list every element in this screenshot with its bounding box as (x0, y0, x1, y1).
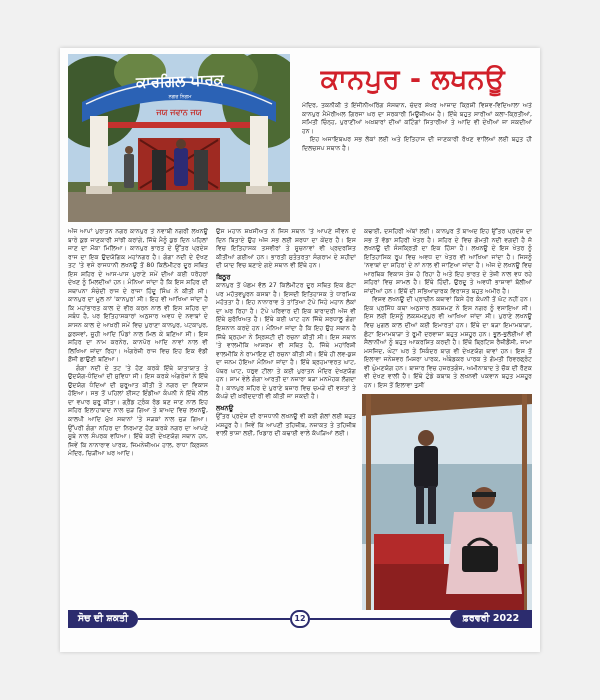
paragraph: ਇਹ ਅਜਾਇਬਘਰ ਸਭ ਲੋਕਾਂ ਲਈ ਅਤੇ ਇਤਿਹਾਸ ਦੀ ਜਾਣਕਾਰੀ ਰੱਖਣ ਵਾਲਿਆਂ ਲਈ ਬਹੁਤ ਹੀ ਦਿਲਚਸਪ ਸਥਾਨ ਹੈ। (302, 136, 532, 152)
paragraph: ਮੰਦਿਰ, ਤਕਨੀਕੀ ਤੇ ਇੰਜੀਨੀਅਰਿੰਗ ਸੰਸਥਾਨ, ਚੰਦਰ ਸ਼ੇਖਰ ਆਜ਼ਾਦ ਕ੍ਰਿਸ਼ੀ ਵਿਸ਼ਵ-ਵਿਦਿਆਲਾ ਅਤੇ ਕਾਨਪੁਰ ਮੈਮੋਰੀਅਲ ਗਿਰਜਾ ਘਰ ਦਾ ਸਰਕਾਰੀ ਮਿਊਜ਼ੀਅਮ ਹੈ। ਇੱਥੇ ਬਹੁਤ ਸਾਰੀਆਂ ਕਲਾ-ਕ੍ਰਿਤੀਆਂ, ਸਮਿਤੀ ਚਿੰਨ੍ਹ, ਪੁਰਾਣੀਆਂ ਅਖ਼ਬਾਰਾਂ ਦੀਆਂ ਕਟਿੰਗਾਂ ਸਿਤਾਰੀਆਂ ਤੇ ਆਦਿ ਵੀ ਦੇਖੀਆਂ ਜਾ ਸਕਦੀਆਂ ਹਨ। (302, 102, 532, 135)
paragraph: ਕਾਨਪੁਰ ਤੋਂ ਪੱਛਮ ਵੱਲ 27 ਕਿਲੋਮੀਟਰ ਦੂਰ ਸਥਿਤ ਇਕ ਛੋਟਾ ਪਰ ਮਹੱਤਵਪੂਰਨ ਕਸਬਾ ਹੈ। ਇਸਦੀ ਇਤਿਹਾਸਕ ਤੇ ਧਾਰਮਿਕ ਮਹੱਤਤਾ ਹੈ। ਇਹ ਨਾਨਾਰਾਵ ਤੇ ਤਾਂਤਿਆ ਟੋਪੇ ਜਿਹੇ ਮਹਾਨ ਲੋਕਾਂ ਦਾ ਘਰ ਰਿਹਾ ਹੈ। ਟੋਪੇ ਪਰਿਵਾਰ ਦੀ ਇਕ ਬਾਰਾਦਰੀ ਅੱਜ ਵੀ ਇੱਥੇ ਸੁਰੱਖਿਅਤ ਹੈ। ਇੱਥੇ ਕਈ ਘਾਟ ਹਨ ਜਿੱਥੇ ਸ਼ਰਧਾਲੂ ਗੰਗਾ ਇਸ਼ਨਾਨ ਕਰਦੇ ਹਨ। ਮੰਨਿਆ ਜਾਂਦਾ ਹੈ ਕਿ ਇਹ ਉਹ ਸਥਾਨ ਹੈ ਜਿੱਥੇ ਬ੍ਰਹਮਾ ਨੇ ਸ੍ਰਿਸ਼ਟੀ ਦੀ ਰਚਨਾ ਕੀਤੀ ਸੀ। ਇਸ ਸਥਾਨ 'ਤੇ ਵਾਲਮੀਕਿ ਆਸ਼ਰਮ ਵੀ ਸਥਿਤ ਹੈ, ਜਿੱਥੇ ਮਹਾਂਰਿਸ਼ੀ ਵਾਲਮੀਕਿ ਨੇ ਰਾਮਾਇਣ ਦੀ ਰਚਨਾ ਕੀਤੀ ਸੀ। ਇੱਥੇ ਹੀ ਲਵ-ਕੁਸ਼ ਦਾ ਜਨਮ ਹੋਇਆ ਮੰਨਿਆ ਜਾਂਦਾ ਹੈ। ਇੱਥੇ ਬ੍ਰਹਮਾਵਰਤ ਘਾਟ, ਪੱਥਰ ਘਾਟ, ਧਰੁਵ ਟੀਲਾ ਤੇ ਕਈ ਪੁਰਾਤਨ ਮੰਦਿਰ ਦੇਖਣਯੋਗ ਹਨ। ਸ਼ਾਮ ਵੇਲੇ ਗੰਗਾ ਆਰਤੀ ਦਾ ਨਜ਼ਾਰਾ ਬੜਾ ਮਨਮੋਹਕ ਲੱਗਦਾ ਹੈ। ਕਾਨਪੁਰ ਸ਼ਹਿਰ ਦੇ ਪੁਰਾਣੇ ਬਜ਼ਾਰ ਵਿਚ ਚਮੜੇ ਦੀ ਵਸਤਾਂ ਤੇ ਕੱਪੜੇ ਦੀ ਖ਼ਰੀਦਦਾਰੀ ਵੀ ਕੀਤੀ ਜਾ ਸਕਦੀ ਹੈ। (216, 282, 356, 401)
article-title: ਕਾਨਪੁਰ - ਲਖਨਊ (320, 64, 506, 95)
section-heading-lucknow: ਲਖਨਊ (216, 403, 234, 412)
footer-rule (138, 618, 290, 620)
issue-date: ਫ਼ਰਵਰੀ 2022 (450, 610, 532, 628)
section-heading-bithoor: ਬਿਠੂਰ (216, 272, 231, 281)
page-footer (60, 610, 540, 628)
paragraph: ਉਸ ਮਹਾਨ ਸ਼ਖ਼ਸੀਅਤ ਨੇ ਜਿਸ ਸਥਾਨ 'ਤੇ ਆਪਣੇ ਜੀਵਨ ਦੇ ਦਿਨ ਬਿਤਾਏ ਉਹ ਅੱਜ ਸਭ ਲਈ ਸ਼ਰਧਾ ਦਾ ਕੇਂਦਰ ਹੈ। ਇਸ ਵਿਚ ਇਤਿਹਾਸਕ ਤਸਵੀਰਾਂ ਤੇ ਸੂਚਨਾਵਾਂ ਵੀ ਪ੍ਰਦਰਸ਼ਿਤ ਕੀਤੀਆਂ ਗਈਆਂ ਹਨ। ਭਾਰਤੀ ਸੁਤੰਤਰਤਾ ਸੰਗਰਾਮ ਦੇ ਸ਼ਹੀਦਾਂ ਦੀ ਯਾਦ ਵਿਚ ਬਣਾਏ ਗਏ ਸਥਾਨ ਵੀ ਇੱਥੇ ਹਨ। (216, 228, 356, 270)
boat-ride-photo (362, 394, 532, 610)
paragraph: ਕਢਾਈ, ਦਸਹਿਰੀ ਅੰਬਾਂ ਲਈ। ਕਾਨਪੁਰ ਤੋਂ ਬਾਅਦ ਇਹ ਉੱਤਰ ਪ੍ਰਦੇਸ਼ ਦਾ ਸਭ ਤੋਂ ਵੱਡਾ ਸ਼ਹਿਰੀ ਖੇਤਰ ਹੈ। ਸ਼ਹਿਰ ਦੇ ਵਿਚ ਗੋਮਤੀ ਨਦੀ ਵਗਦੀ ਹੈ ਜੋ ਲਖਨਊ ਦੀ ਸੰਸਕ੍ਰਿਤੀ ਦਾ ਇਕ ਹਿੱਸਾ ਹੈ। ਲਖਨਊ ਦੇ ਇਸ ਖੇਤਰ ਨੂੰ ਇਤਿਹਾਸਿਕ ਰੂਪ ਵਿਚ ਅਵਧ ਦਾ ਖੇਤਰ ਵੀ ਆਖਿਆ ਜਾਂਦਾ ਹੈ। ਜਿਸਨੂੰ 'ਨਵਾਬਾਂ ਦਾ ਸ਼ਹਿਰ' ਦੇ ਨਾਂ ਨਾਲ ਵੀ ਜਾਣਿਆ ਜਾਂਦਾ ਹੈ। ਅੱਜ ਦੇ ਲਖਨਊ ਵਿਚ ਆਰਥਿਕ ਵਿਕਾਸ ਤੇਜ਼ ਹੋ ਰਿਹਾ ਹੈ ਅਤੇ ਇਹ ਭਾਰਤ ਦੇ ਤੇਜ਼ੀ ਨਾਲ ਵਧ ਰਹੇ ਸ਼ਹਿਰਾਂ ਵਿਚ ਸ਼ਾਮਲ ਹੈ। ਇੱਥੇ ਹਿੰਦੀ, ਉਰਦੂ ਤੇ ਅਵਧੀ ਭਾਸ਼ਾਵਾਂ ਬੋਲੀਆਂ ਜਾਂਦੀਆਂ ਹਨ। ਇੱਥੋਂ ਦੀ ਸਭਿਆਚਾਰਕ ਵਿਰਾਸਤ ਬਹੁਤ ਅਮੀਰ ਹੈ। (364, 228, 532, 295)
magazine-page (60, 48, 540, 652)
paragraph: ਗੰਗਾ ਨਦੀ ਦੇ ਤਟ 'ਤੇ ਹੋਣ ਕਰਕੇ ਇੱਥੇ ਯਾਤਾਯਾਤ ਤੇ ਉਦਯੋਗ-ਧੰਦਿਆਂ ਦੀ ਸੁਵਿਧਾ ਸੀ। ਇਸ ਕਰਕੇ ਅੰਗਰੇਜ਼ਾਂ ਨੇ ਇੱਥੇ ਉਦਯੋਗ ਧੰਦਿਆਂ ਦੀ ਸ਼ੁਰੂਆਤ ਕੀਤੀ ਤੇ ਨਗਰ ਦਾ ਵਿਕਾਸ ਹੋਇਆ। ਸਭ ਤੋਂ ਪਹਿਲਾਂ ਈਸਟ ਇੰਡੀਆ ਕੰਪਨੀ ਨੇ ਇੱਥੇ ਨੀਲ ਦਾ ਵਪਾਰ ਸ਼ੁਰੂ ਕੀਤਾ। ਗ੍ਰੈਂਡ ਟ੍ਰੰਕ ਰੋਡ ਬਣ ਜਾਣ ਨਾਲ ਇਹ ਸ਼ਹਿਰ ਇਲਾਹਾਬਾਦ ਨਾਲ ਜੁੜ ਗਿਆ ਤੇ ਬਾਅਦ ਵਿਚ ਲਖਨਊ, ਕਾਲਪੀ ਆਦਿ ਮੁੱਖ ਸਥਾਨਾਂ 'ਤੇ ਸੜਕਾਂ ਨਾਲ ਜੁੜ ਗਿਆ। ਉੱਪਰੀ ਗੰਗਾ ਨਹਿਰ ਦਾ ਨਿਰਮਾਣ ਹੋਣ ਕਰਕੇ ਨਗਰ ਦਾ ਆਪਣੇ ਸੂਬੇ ਨਾਲ ਸੰਪਰਕ ਵਧਿਆ। ਇੱਥੇ ਕਈ ਦੇਖਣਯੋਗ ਸਥਾਨ ਹਨ, ਜਿਵੇਂ ਕਿ ਨਾਨਾਰਾਵ ਪਾਰਕ, ਜਿਮਨੇਜ਼ੀਅਮ ਹਾਲ, ਰਾਧਾ ਕ੍ਰਿਸ਼ਨ ਮੰਦਿਰ, ਚਿੜੀਆ ਘਰ ਆਦਿ। (68, 364, 208, 458)
column-middle (216, 228, 356, 606)
gate-sign-sub-text: ਨਗਰ ਨਿਗਮ (168, 94, 192, 100)
paragraph: ਅੱਜ ਆਪਾਂ ਪੁਰਾਤਨ ਨਗਰ ਕਾਨਪੁਰ ਤੇ ਨਵਾਬੀ ਨਗਰੀ ਲਖਨਊ ਬਾਰੇ ਕੁਝ ਜਾਣਕਾਰੀ ਸਾਂਝੀ ਕਰਾਂਗੇ, ਜਿੱਥੇ ਮੈਨੂੰ ਕੁਝ ਦਿਨ ਪਹਿਲਾਂ ਜਾਣ ਦਾ ਮੌਕਾ ਮਿਲਿਆ। ਕਾਨਪੁਰ ਭਾਰਤ ਦੇ ਉੱਤਰ ਪ੍ਰਦੇਸ਼ ਰਾਜ ਦਾ ਇਕ ਉਦਯੋਗਿਕ ਮਹਾਂਨਗਰ ਹੈ। ਗੰਗਾ ਨਦੀ ਦੇ ਦੱਖਣ ਤਟ 'ਤੇ ਵਸੇ ਰਾਜਧਾਨੀ ਲਖਨਊ ਤੋਂ 80 ਕਿਲੋਮੀਟਰ ਦੂਰ ਸਥਿਤ ਇਸ ਸ਼ਹਿਰ ਦੇ ਆਸ-ਪਾਸ ਪੁਰਾਣੇ ਸਮੇਂ ਦੀਆਂ ਕਈ ਧਰੋਹਰਾਂ ਦੇਖਣ ਨੂੰ ਮਿਲਦੀਆਂ ਹਨ। ਮੰਨਿਆ ਜਾਂਦਾ ਹੈ ਕਿ ਇਸ ਸ਼ਹਿਰ ਦੀ ਸਥਾਪਨਾ ਸੰਚੇਦੀ ਰਾਜ ਦੇ ਰਾਜਾ ਹਿੰਦੂ ਸਿੰਘ ਨੇ ਕੀਤੀ ਸੀ। ਕਾਨਪੁਰ ਦਾ ਮੂਲ ਨਾਂ 'ਕਾਨਪੁਰ' ਸੀ। ਇਹ ਵੀ ਆਖਿਆ ਜਾਂਦਾ ਹੈ ਕਿ ਮਹਾਂਭਾਰਤ ਕਾਲ ਦੇ ਵੀਰ ਕਰਨ ਨਾਲ ਵੀ ਇਸ ਸ਼ਹਿਰ ਦਾ ਸਬੰਧ ਹੈ, ਪਰ ਇਤਿਹਾਸਕਾਰਾਂ ਅਨੁਸਾਰ ਅਵਧ ਦੇ ਨਵਾਬਾਂ ਦੇ ਸ਼ਾਸਨ ਕਾਲ ਦੇ ਆਖ਼ਰੀ ਸਮੇਂ ਵਿਚ ਪੁਰਾਣਾ ਕਾਨਪੁਰ, ਪਟਕਾਪੁਰ, ਕੁਰਸਵਾਂ, ਜੂਹੀ ਆਦਿ ਪਿੰਡਾਂ ਨਾਲ ਮਿਲ ਕੇ ਬਣਿਆ ਸੀ। ਇਸ ਸ਼ਹਿਰ ਦਾ ਨਾਮ ਕਰਨੇਰ, ਕਾਨਪੋਰ ਆਦਿ ਨਾਵਾਂ ਨਾਲ ਵੀ ਲਿਖਿਆ ਜਾਂਦਾ ਰਿਹਾ। ਅੰਗਰੇਜ਼ੀ ਰਾਜ ਵਿਚ ਇਹ ਇਕ ਵੱਡੀ ਫ਼ੌਜੀ ਛਾਉਣੀ ਬਣਿਆ। (68, 228, 208, 364)
boat-photo-illustration (362, 394, 532, 610)
gate-sign-main-text: ਕਾਰਗਿਲ ਪਾਰਕ (135, 70, 225, 92)
column-left (68, 228, 208, 606)
kargil-park-gate-photo (68, 54, 290, 222)
column-upper-right (302, 102, 532, 222)
footer-rule (310, 618, 450, 620)
page-number: 12 (290, 610, 310, 628)
paragraph: ਉੱਤਰ ਪ੍ਰਦੇਸ਼ ਦੀ ਰਾਜਧਾਨੀ ਲਖਨਊ ਵੀ ਕਈ ਗੱਲਾਂ ਲਈ ਬਹੁਤ ਮਸ਼ਹੂਰ ਹੈ। ਜਿਵੇਂ ਕਿ ਆਪਣੀ ਤਹਿਜ਼ੀਬ, ਨਜ਼ਾਕਤ ਤੇ ਤਹਿਜ਼ੀਬ ਵਾਲੀ ਭਾਸ਼ਾ ਲਈ, ਖਿਡਾਰ ਦੀ ਕਢਾਈ ਵਾਲੇ ਕੱਪੜਿਆਂ ਲਈ। (216, 413, 356, 438)
paragraph: ਵਿਸ਼ਵ ਲਖਨਊ ਦੀ ਪ੍ਰਾਚੀਨ ਕਥਾਵਾਂ ਕਿਸੇ ਹੋਰ ਕੰਪਨੀ ਤੋਂ ਘੱਟ ਨਹੀਂ ਹਨ। ਇਕ ਪ੍ਰਸਿੱਧ ਕਥਾ ਅਨੁਸਾਰ ਲਕਸ਼ਮਣ ਨੇ ਇਸ ਨਗਰ ਨੂੰ ਵਸਾਇਆ ਸੀ। ਇਸ ਲਈ ਇਸਨੂੰ ਲਕਸ਼ਮਣਪੁਰ ਵੀ ਆਖਿਆ ਜਾਂਦਾ ਸੀ। ਪੁਰਾਣੇ ਲਖਨਊ ਵਿਚ ਮੁਗਲ ਕਾਲ ਦੀਆਂ ਕਈ ਇਮਾਰਤਾਂ ਹਨ। ਇੱਥੇ ਦਾ ਬੜਾ ਇਮਾਮਬਾੜਾ, ਛੋਟਾ ਇਮਾਮਬਾੜਾ ਤੇ ਰੂਮੀ ਦਰਵਾਜ਼ਾ ਬਹੁਤ ਮਸ਼ਹੂਰ ਹਨ। ਭੂਲ-ਭੁਲੱਈਆਂ ਵੀ ਸੈਲਾਨੀਆਂ ਨੂੰ ਬਹੁਤ ਆਕਰਸ਼ਿਤ ਕਰਦੀ ਹੈ। ਇੱਥੇ ਬ੍ਰਿਟਿਸ਼ ਰੈਜ਼ੀਡੈਂਸੀ, ਜਾਮਾ ਮਸਜਿਦ, ਘੰਟਾ ਘਰ ਤੇ ਸਿਕੰਦਰ ਬਾਗ ਵੀ ਦੇਖਣਯੋਗ ਥਾਵਾਂ ਹਨ। ਇਸ ਤੋਂ ਇਲਾਵਾ ਜਨੇਸ਼ਵਰ ਮਿਸ਼ਰਾ ਪਾਰਕ, ਅੰਬੇਡਕਰ ਪਾਰਕ ਤੇ ਗੋਮਤੀ ਰਿਵਰਫ੍ਰੰਟ ਵੀ ਘੁੰਮਣਯੋਗ ਹਨ। ਬਾਜ਼ਾਰ ਵਿਚ ਹਜ਼ਰਤਗੰਜ, ਅਮੀਨਾਬਾਦ ਤੇ ਚੌਕ ਦੀ ਰੌਣਕ ਵੀ ਦੇਖਣ ਵਾਲੀ ਹੈ। ਇੱਥੇ ਟੁੰਡੇ ਕਬਾਬ ਤੇ ਲਖਨਵੀ ਪਕਵਾਨ ਬਹੁਤ ਮਸ਼ਹੂਰ ਹਨ। ਇਸ ਤੋਂ ਇਲਾਵਾ ਤੁਸੀਂ (364, 296, 532, 388)
gate-motto-text: ਜਯ ਜਵਾਨ ਜਯ (156, 108, 202, 117)
column-right (364, 228, 532, 388)
magazine-name: ਸੋਚ ਦੀ ਸ਼ਕਤੀ (68, 610, 138, 628)
